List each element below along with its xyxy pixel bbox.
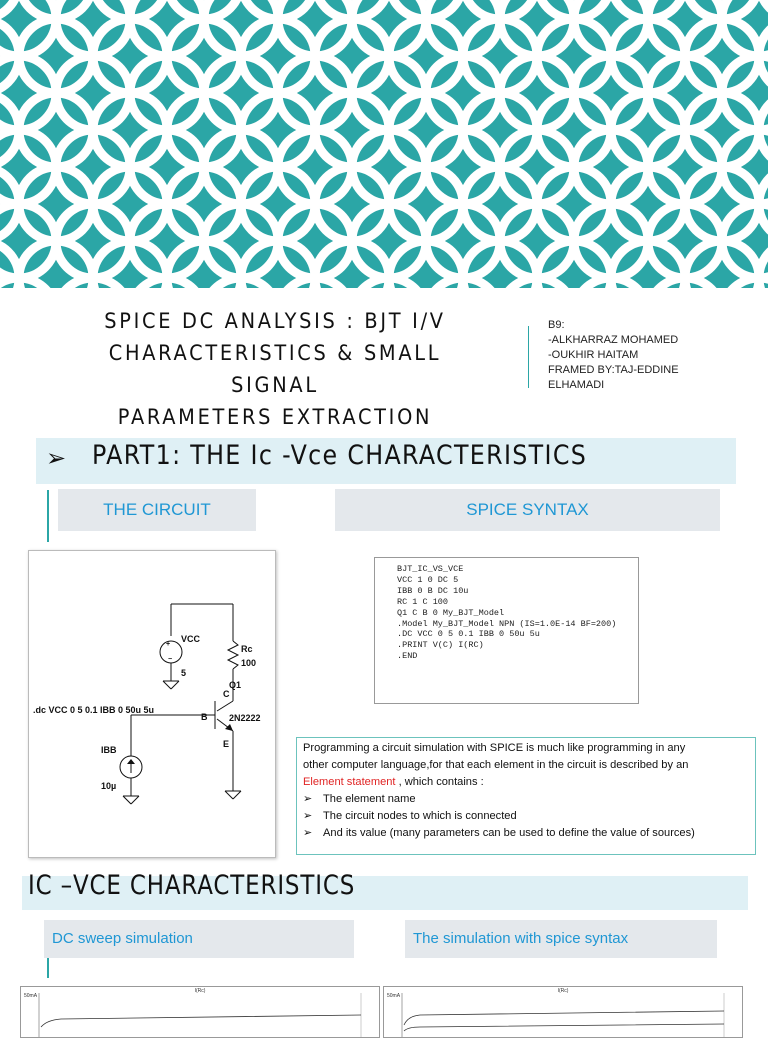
code-line: VCC 1 0 DC 5 bbox=[397, 574, 459, 585]
plot-title: I(Rc) bbox=[557, 988, 569, 994]
arrow-bullet-icon: ➢ bbox=[46, 445, 67, 472]
dc-sweep-plot bbox=[20, 986, 380, 1038]
ibb-value: 10µ bbox=[101, 781, 117, 791]
decorative-banner bbox=[0, 0, 768, 288]
q1-label: Q1 bbox=[229, 680, 242, 690]
spice-syntax-label: SPICE SYNTAX bbox=[335, 489, 720, 531]
desc-line-2: other computer language,for that each element in the circuit is described by an bbox=[303, 759, 689, 771]
authors-line-5: ELHAMADI bbox=[548, 379, 605, 391]
authors-divider bbox=[528, 326, 529, 388]
authors-line-2: -ALKHARRAZ MOHAMED bbox=[548, 334, 679, 346]
plot-curves bbox=[384, 987, 742, 1037]
arrow-bullet-icon: ➢ bbox=[303, 793, 313, 805]
svg-text:+: + bbox=[166, 641, 171, 648]
code-line: BJT_IC_VS_VCE bbox=[397, 564, 464, 574]
schematic-drawing bbox=[29, 551, 275, 857]
bullet-item bbox=[303, 808, 755, 825]
bullet-text: The element name bbox=[323, 793, 416, 805]
code-line: RC 1 C 100 bbox=[397, 596, 449, 607]
authors-block bbox=[548, 318, 748, 393]
code-line: IBB 0 B DC 10u bbox=[397, 585, 469, 596]
spice-code bbox=[397, 564, 638, 662]
arrow-bullet-icon: ➢ bbox=[303, 827, 313, 839]
rc-label: Rc bbox=[241, 644, 253, 654]
plot-y-tick: 50mA bbox=[387, 993, 401, 999]
authors-line-1: B9: bbox=[548, 319, 565, 331]
code-line: .DC VCC 0 5 0.1 IBB 0 50u 5u bbox=[397, 629, 540, 640]
spice-simulation-label: The simulation with spice syntax bbox=[405, 920, 717, 958]
title-line-3: PARAMETERS EXTRACTION bbox=[117, 405, 433, 430]
bullet-item bbox=[303, 791, 755, 808]
bullet-text: And its value (many parameters can be used to define the value of sources) bbox=[323, 827, 695, 839]
ibb-label: IBB bbox=[101, 745, 117, 755]
plot-title: I(Rc) bbox=[194, 988, 206, 994]
authors-line-3: -OUKHIR HAITAM bbox=[548, 349, 639, 361]
base-label: B bbox=[201, 712, 208, 722]
spice-code-box bbox=[374, 557, 639, 704]
description-box bbox=[296, 737, 756, 855]
bullet-text: The circuit nodes to which is connected bbox=[323, 810, 517, 822]
plot-y-tick: 50mA bbox=[24, 993, 38, 999]
svg-text:−: − bbox=[168, 656, 173, 663]
circle-pattern bbox=[0, 0, 768, 288]
desc-line-1: Programming a circuit simulation with SPICE is much like programming in any bbox=[303, 742, 686, 754]
plot-curves bbox=[21, 987, 379, 1037]
accent-line bbox=[47, 490, 49, 542]
vcc-value: 5 bbox=[181, 668, 187, 678]
spice-syntax-plot bbox=[383, 986, 743, 1038]
bullet-item bbox=[303, 825, 755, 842]
rc-value: 100 bbox=[241, 658, 257, 668]
collector-label: C bbox=[223, 689, 230, 699]
section2-title: IC –VCE CHARACTERISTICS bbox=[28, 870, 356, 901]
circuit-label: THE CIRCUIT bbox=[58, 489, 256, 531]
code-line: .PRINT V(C) I(RC) bbox=[397, 640, 484, 651]
circuit-schematic bbox=[28, 550, 276, 858]
emitter-label: E bbox=[223, 739, 230, 749]
code-line: Q1 C B 0 My_BJT_Model bbox=[397, 607, 505, 618]
code-line: .Model My_BJT_Model NPN (IS=1.0E-14 BF=200) bbox=[397, 618, 617, 629]
slide-title bbox=[64, 306, 487, 434]
part1-title: PART1: THE Ic -Vce CHARACTERISTICS bbox=[92, 440, 588, 471]
code-line: .END bbox=[397, 651, 418, 662]
arrow-bullet-icon: ➢ bbox=[303, 810, 313, 822]
title-line-2: CHARACTERISTICS & SMALL SIGNAL bbox=[108, 341, 442, 398]
dc-command: .dc VCC 0 5 0.1 IBB 0 50u 5u bbox=[33, 705, 155, 715]
element-statement-text: Element statement bbox=[303, 776, 396, 788]
title-line-1: SPICE DC ANALYSIS : BJT I/V bbox=[104, 309, 446, 334]
q1-model: 2N2222 bbox=[229, 713, 261, 723]
desc-line-3 bbox=[303, 774, 755, 791]
dc-sweep-label: DC sweep simulation bbox=[44, 920, 354, 958]
authors-line-4: FRAMED BY:TAJ-EDDINE bbox=[548, 364, 679, 376]
desc-line-3-rest: , which contains : bbox=[395, 776, 484, 788]
vcc-label: VCC bbox=[181, 634, 201, 644]
